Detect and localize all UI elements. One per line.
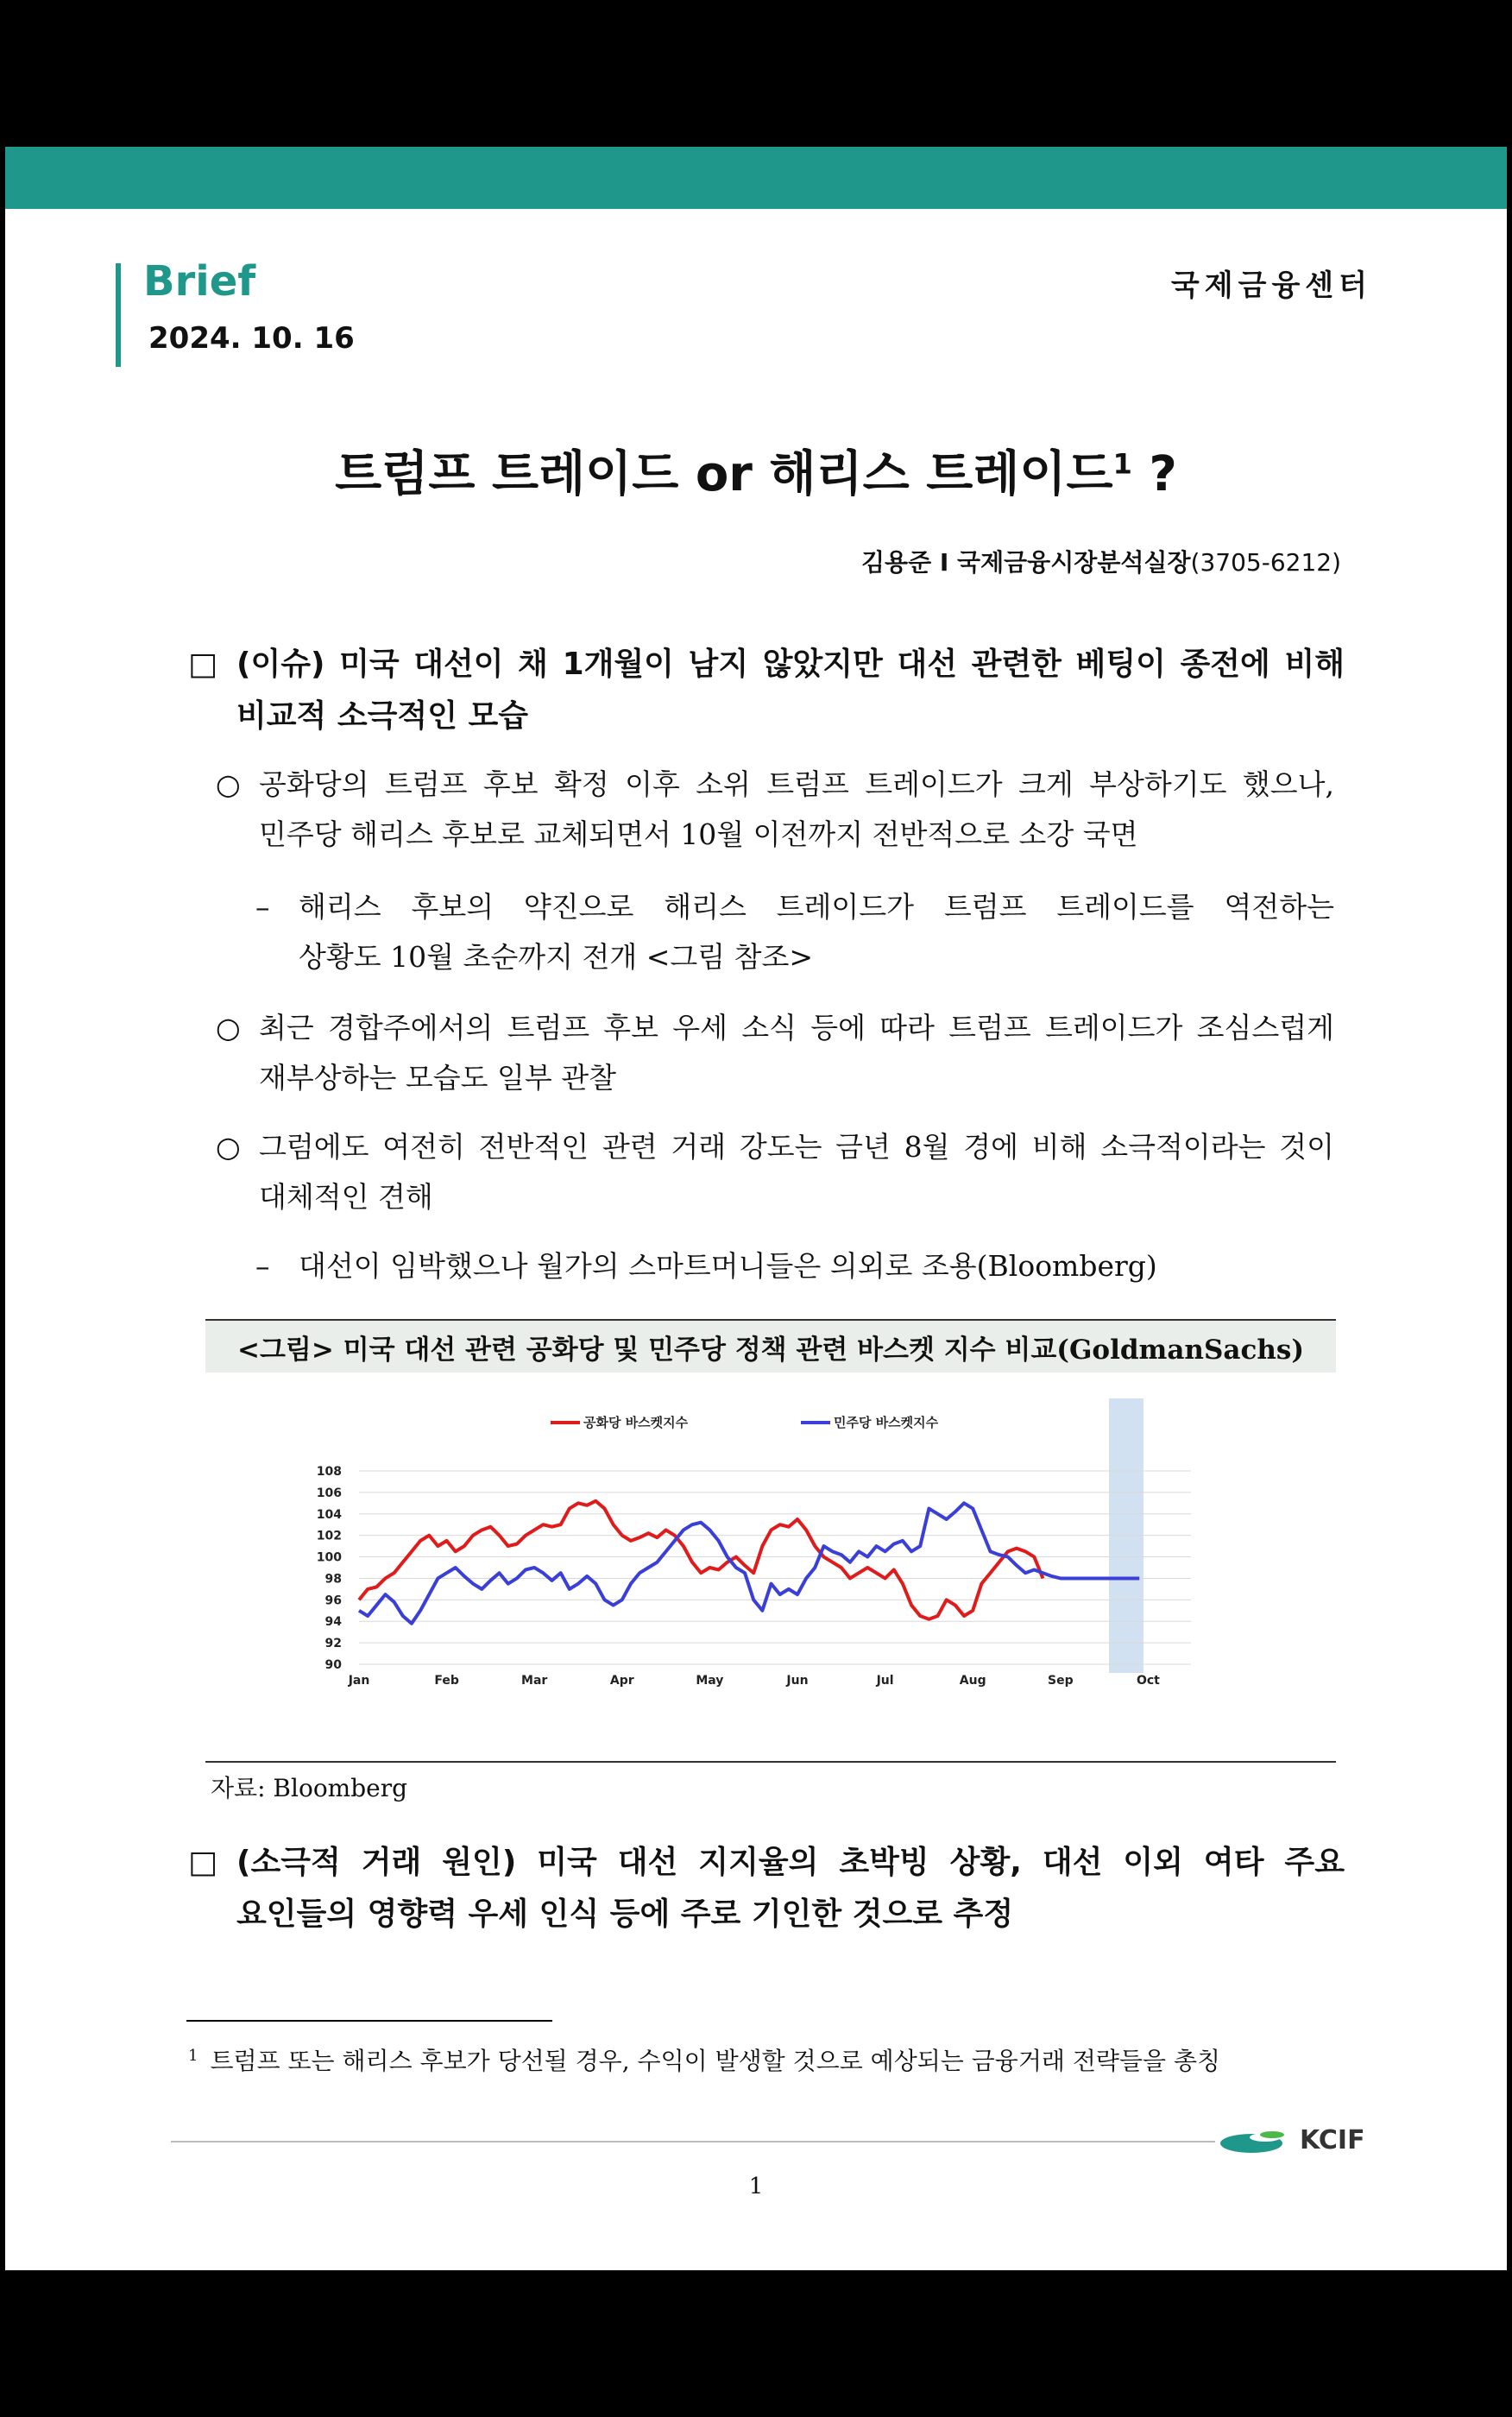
y-tick-label: 102 — [316, 1529, 342, 1543]
square-bullet: □ — [188, 1845, 218, 1880]
footnote-divider — [186, 2020, 552, 2022]
bullet-mark: ○ — [216, 1011, 241, 1044]
section-issue — [188, 639, 1345, 742]
footnote — [188, 2042, 1220, 2077]
x-tick-label: Oct — [1136, 1674, 1160, 1688]
bullet-line: 대선이 임박했으나 월가의 스마트머니들은 의외로 조용(Bloomberg) — [299, 1249, 1157, 1283]
title-text: 트럼프 트레이드 or 해리스 트레이드 — [335, 446, 1113, 502]
y-tick-label: 106 — [316, 1486, 342, 1500]
x-tick-label: Feb — [434, 1674, 459, 1688]
y-tick-label: 98 — [324, 1572, 342, 1587]
x-tick-label: Jun — [786, 1674, 809, 1688]
y-tick-label: 92 — [324, 1637, 342, 1651]
section-line: (소극적 거래 원인) 미국 대선 지지율의 초박빙 상황, 대선 이외 여타 주요 — [236, 1845, 1345, 1880]
square-bullet: □ — [188, 647, 218, 682]
author-name: 김용준 I 국제금융시장분석실장 — [860, 548, 1191, 577]
x-tick-label: Sep — [1047, 1674, 1074, 1688]
title-footnote-ref[interactable]: 1 — [1112, 447, 1132, 481]
bullet-item — [216, 760, 1334, 860]
doc-date: 2024. 10. 16 — [148, 321, 355, 356]
y-tick-label: 96 — [324, 1593, 342, 1608]
bullet-line: 공화당의 트럼프 후보 확정 이후 소위 트럼프 트레이드가 크게 부상하기도 했으나, — [259, 767, 1334, 801]
legend-label: 민주당 바스켓지수 — [834, 1415, 939, 1430]
bullet-line: 대체적인 견해 — [259, 1180, 433, 1214]
bullet-item — [216, 1122, 1334, 1222]
dash-mark: – — [255, 1249, 270, 1283]
bullet-line: 최근 경합주에서의 트럼프 후보 우세 소식 등에 따라 트럼프 트레이드가 조심스럽게 — [259, 1011, 1334, 1044]
x-tick-label: Jul — [876, 1674, 894, 1688]
x-tick-label: May — [696, 1674, 724, 1688]
kcif-logo-text: KCIF — [1300, 2125, 1365, 2155]
section-cause — [188, 1837, 1345, 1941]
document-page — [5, 147, 1507, 2270]
figure — [205, 1319, 1336, 1763]
y-tick-label: 90 — [324, 1658, 342, 1672]
dash-mark: – — [255, 890, 270, 924]
x-tick-label: Jan — [348, 1674, 370, 1688]
header-band — [5, 147, 1507, 209]
bullet-line: 해리스 후보의 약진으로 해리스 트레이드가 트럼프 트레이드를 역전하는 — [299, 890, 1334, 924]
x-tick-label: Aug — [959, 1674, 986, 1688]
doc-type-label: Brief — [143, 257, 256, 306]
footnote-text: 트럼프 또는 해리스 후보가 당선될 경우, 수익이 발생할 것으로 예상되는 금융거래 전략들을 총칭 — [210, 2047, 1221, 2075]
x-tick-label: Mar — [521, 1674, 548, 1688]
y-tick-label: 100 — [316, 1550, 342, 1565]
kcif-logo-icon — [1217, 2127, 1289, 2156]
page-number: 1 — [748, 2174, 764, 2199]
section-line: 비교적 소극적인 모습 — [236, 698, 529, 734]
y-tick-label: 108 — [316, 1465, 342, 1479]
series-line-republican — [359, 1501, 1043, 1619]
y-tick-label: 104 — [316, 1507, 342, 1522]
footer-rule — [171, 2141, 1215, 2142]
bullet-line: 그럼에도 여전히 전반적인 관련 거래 강도는 금년 8월 경에 비해 소극적이라는 것이 — [259, 1130, 1334, 1164]
figure-source: 자료: Bloomberg — [211, 1774, 408, 1802]
figure-caption: <그림> 미국 대선 관련 공화당 및 민주당 정책 관련 바스켓 지수 비교(GoldmanSachs) — [237, 1335, 1304, 1366]
series-line-democrat — [359, 1503, 1139, 1623]
footnote-number: 1 — [188, 2046, 198, 2065]
author-phone: (3705-6212) — [1190, 548, 1341, 577]
bullet-line: 상황도 10월 초순까지 전개 <그림 참조> — [299, 940, 814, 974]
bullet-mark: ○ — [216, 1130, 241, 1164]
y-tick-label: 94 — [324, 1615, 342, 1630]
sub-bullet-item — [255, 1241, 1334, 1291]
bullet-item — [216, 1003, 1334, 1103]
page-title — [5, 436, 1507, 505]
author-line — [861, 544, 1341, 578]
x-tick-label: Apr — [609, 1674, 634, 1688]
bullet-line: 재부상하는 모습도 일부 관찰 — [259, 1061, 617, 1095]
bullet-line: 민주당 해리스 후보로 교체되면서 10월 이전까지 전반적으로 소강 국면 — [259, 817, 1138, 851]
bullet-mark: ○ — [216, 767, 241, 801]
organization-name: 국제금융센터 — [1170, 268, 1372, 303]
section-line: (이슈) 미국 대선이 채 1개월이 남지 않았지만 대선 관련한 베팅이 종전에 비해 — [236, 647, 1345, 682]
legend-label: 공화당 바스켓지수 — [583, 1415, 689, 1430]
brand-accent-line — [116, 263, 121, 367]
title-tail: ? — [1131, 446, 1177, 502]
section-line: 요인들의 영향력 우세 인식 등에 주로 기인한 것으로 추정 — [236, 1896, 1014, 1932]
basket-index-chart — [205, 1385, 1336, 1747]
sub-bullet-item — [255, 882, 1334, 982]
